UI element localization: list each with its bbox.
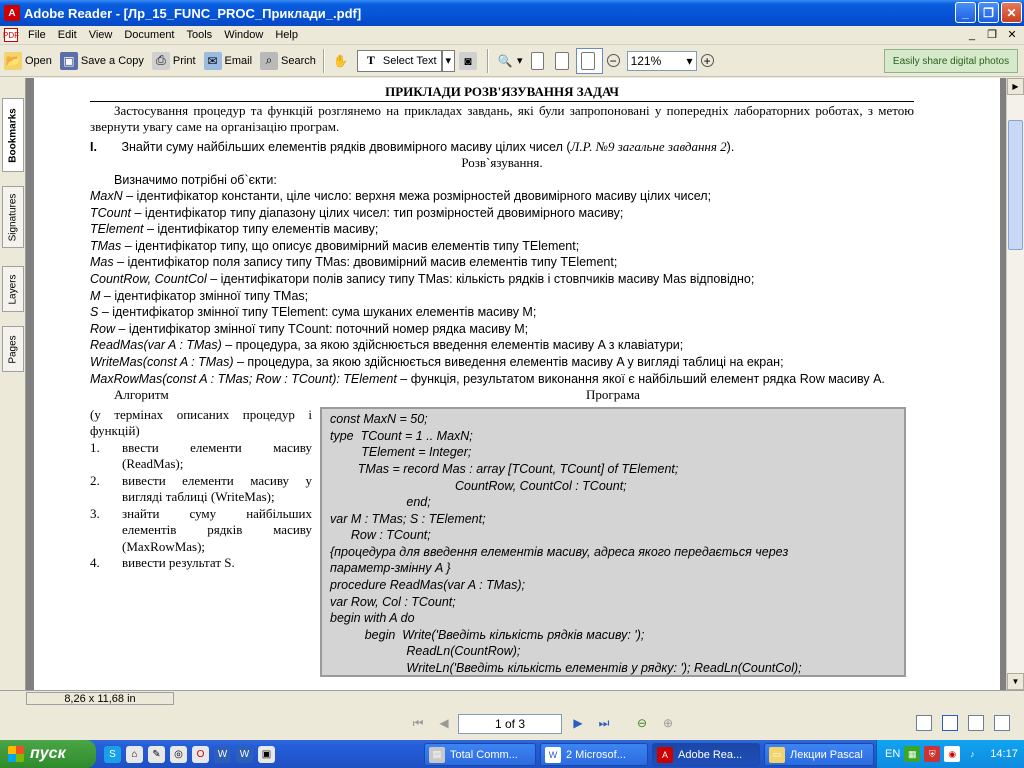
- program-code-box: [320, 407, 906, 677]
- zoom-value: 121%: [630, 53, 662, 68]
- skype-icon[interactable]: S: [104, 746, 121, 763]
- code-line: const MaxN = 50;: [330, 412, 428, 427]
- definition-item: [90, 304, 914, 321]
- search-button[interactable]: [256, 48, 320, 74]
- shield-icon[interactable]: ⛨: [924, 746, 940, 762]
- definition-term: MaxN: [90, 189, 123, 203]
- save-copy-button[interactable]: [56, 48, 148, 74]
- camera-icon: ◙: [459, 52, 477, 70]
- code-line: WriteLn('Введіть кількість елементів у рядку: '); ReadLn(CountCol);: [330, 661, 802, 676]
- definition-item: [90, 288, 914, 305]
- definition-item: [90, 271, 914, 288]
- select-dropdown[interactable]: ▾: [442, 50, 456, 72]
- save-copy-label: Save a Copy: [80, 54, 144, 67]
- definition-item: [90, 354, 914, 371]
- code-line: Row : TCount;: [330, 528, 431, 543]
- algo-step-number: 2.: [90, 472, 100, 488]
- title-bar: [0, 0, 1024, 26]
- code-line: ReadLn(CountRow);: [330, 644, 521, 659]
- definition-text: – ідентифікатор типу діапазону цілих чисел: тип розмірностей двовимірного масиву;: [131, 205, 624, 220]
- pdf-document-icon[interactable]: PDF: [4, 28, 18, 42]
- adobe-icon: A: [4, 5, 20, 21]
- fit-page-button[interactable]: [551, 48, 576, 74]
- quick-launch: [104, 746, 275, 763]
- word-icon: W: [545, 747, 561, 763]
- compass-icon[interactable]: ◎: [170, 746, 187, 763]
- definition-term: WriteMas(const A : TMas): [90, 354, 234, 369]
- menu-bar: [0, 26, 1024, 45]
- algo-step: [90, 555, 312, 572]
- taskbar: [0, 740, 1024, 768]
- definition-text: – ідентифікатор змінної типу TMas;: [100, 288, 309, 303]
- task-text: Знайти суму найбільших елементів рядків двовимірного масиву цілих чисел (: [121, 139, 571, 154]
- algo-step: [90, 440, 312, 473]
- definition-item: [90, 221, 914, 238]
- code-line: end;: [330, 495, 431, 510]
- definition-text: – процедура, за якою здійснюється введення елементів масиву A з клавіатури;: [221, 338, 684, 353]
- print-button[interactable]: [148, 48, 200, 74]
- pdf-page: [34, 78, 1000, 690]
- code-line: type TCount = 1 .. MaxN;: [330, 428, 473, 443]
- start-button[interactable]: [0, 740, 96, 768]
- adobe-icon: A: [657, 747, 673, 763]
- definition-term: Row: [90, 321, 116, 336]
- page-number-field[interactable]: 1 of 3: [458, 714, 562, 734]
- email-button[interactable]: [200, 48, 257, 74]
- algo-step-text: вивести результат S.: [122, 555, 235, 571]
- definition-term: MaxRowMas(const A : TMas; Row : TCount): TElement: [90, 371, 397, 386]
- definition-term: TMas: [90, 238, 122, 253]
- tab-pages-label: Pages: [7, 334, 19, 364]
- doc-restore-button[interactable]: ❐: [987, 29, 997, 41]
- task-line: [90, 139, 914, 156]
- window-title: Adobe Reader - [Лр_15_FUNC_PROC_Приклади_.pdf]: [24, 5, 362, 21]
- definition-text: – ідентифікатор типу, що описує двовимірний масив елементів типу TElement;: [121, 238, 580, 253]
- definition-term: M: [90, 288, 101, 303]
- email-icon: ✉: [204, 52, 222, 70]
- code-line: параметр-змінну A }: [330, 561, 451, 576]
- definition-text: – ідентифікатор поля запису типу TMas: двовимірний масив елементів типу TElement;: [113, 255, 618, 270]
- algo-title: Алгоритм: [114, 387, 169, 403]
- search-label: Search: [281, 54, 316, 67]
- scroll-up-arrow[interactable]: ▶: [1007, 78, 1024, 95]
- maximize-button[interactable]: ❐: [978, 2, 999, 23]
- objects-intro: Визначимо потрібні об`єкти:: [114, 172, 277, 187]
- hand-icon: ✋: [333, 53, 349, 68]
- task-microsoft-word[interactable]: [540, 743, 648, 766]
- definition-item: [90, 337, 914, 354]
- definition-item: [90, 188, 914, 205]
- algo-step: [90, 473, 312, 506]
- definition-item: [90, 238, 914, 255]
- plus-circle-icon: +: [701, 54, 714, 67]
- definition-item: [90, 205, 914, 222]
- menu-edit[interactable]: Edit: [57, 29, 77, 41]
- hand-tool-button[interactable]: [328, 48, 357, 74]
- save-icon: ▣: [60, 52, 78, 70]
- definition-item: [90, 371, 914, 388]
- code-line: procedure ReadMas(var A : TMas);: [330, 578, 525, 593]
- code-line: TMas = record Mas : array [TCount, TCount] of TElement;: [330, 461, 679, 476]
- definition-item: [90, 254, 914, 271]
- task-total-commander[interactable]: [424, 743, 536, 766]
- task-lectures-pascal[interactable]: [764, 743, 874, 766]
- share-photos-banner[interactable]: Easily share digital photos: [884, 49, 1018, 73]
- scroll-down-arrow[interactable]: ▼: [1007, 673, 1024, 690]
- algo-step-number: 3.: [90, 505, 100, 521]
- windows-logo-icon: [8, 746, 24, 762]
- intro-paragraph: Застосування процедур та функцій розглянемо на прикладах завдань, які були запропоновані у попередніх лабораторних роботах, з метою звернути увагу саме на організацію програм.: [90, 102, 914, 134]
- explorer-icon[interactable]: ⌂: [126, 746, 143, 763]
- select-text-button[interactable]: [357, 50, 442, 72]
- facing-view-button[interactable]: [968, 715, 984, 731]
- code-line: {процедура для введення елементів масиву, адреса якого передається через: [330, 544, 789, 559]
- task-label: Total Comm...: [450, 748, 518, 761]
- menu-help[interactable]: Help: [275, 29, 298, 41]
- task-reference: Л.Р. №9 загальне завдання 2: [570, 138, 727, 154]
- continuous-facing-view-button[interactable]: [994, 715, 1010, 731]
- code-line: var M : TMas; S : TElement;: [330, 511, 486, 526]
- algo-step: [90, 506, 312, 556]
- print-label: Print: [172, 54, 196, 67]
- code-line: var Row, Col : TCount;: [330, 594, 456, 609]
- algorithm-program-section: [90, 387, 914, 676]
- tab-layers-label: Layers: [7, 273, 19, 305]
- doc-minimize-button[interactable]: _: [968, 28, 976, 41]
- solution-label: Розв`язування.: [461, 155, 543, 170]
- volume-icon[interactable]: ♪: [970, 749, 975, 759]
- scroll-thumb[interactable]: [1008, 120, 1023, 250]
- task-adobe-reader[interactable]: [652, 743, 760, 766]
- algo-intro: (у термінах описаних процедур і функцій): [90, 406, 312, 439]
- definition-term: Mas: [90, 255, 114, 270]
- definition-text: – ідентифікатор константи, ціле число: верхня межа розмірностей двовимірного масиву цілих чисел;: [122, 189, 712, 203]
- fit-page-icon: [555, 52, 569, 70]
- code-line: CountRow, CountCol : TCount;: [330, 478, 627, 493]
- close-button[interactable]: ✕: [1001, 2, 1022, 23]
- definition-term: ReadMas(var A : TMas): [90, 338, 222, 353]
- zoom-select[interactable]: [627, 51, 697, 71]
- single-page-view-button[interactable]: [916, 715, 932, 731]
- task-label: Adobe Rea...: [678, 748, 743, 761]
- printer-icon: ⎙: [152, 52, 170, 70]
- clock: 14:17: [990, 748, 1018, 760]
- magnifier-icon: 🔍: [497, 53, 513, 68]
- algorithm-column: [90, 387, 312, 572]
- next-page-button[interactable]: ▶: [573, 716, 583, 730]
- status-bar: [0, 690, 1024, 706]
- zoom-tool-button[interactable]: 🔍 ▾: [497, 53, 523, 68]
- network-icon[interactable]: ▦: [904, 746, 920, 762]
- menu-window[interactable]: Window: [224, 29, 264, 41]
- task-end: ).: [726, 139, 735, 154]
- definition-text: – процедура, за якою здійснюється виведення елементів масиву A у вигляді таблиці на екран;: [233, 354, 784, 369]
- first-page-button[interactable]: ⏮: [412, 715, 424, 730]
- word-icon[interactable]: W: [214, 746, 231, 763]
- page-size-display: 8,26 x 11,68 in: [26, 692, 174, 705]
- binoculars-icon: ⌕: [260, 52, 278, 70]
- vertical-scrollbar[interactable]: [1006, 78, 1024, 690]
- zoom-in-button[interactable]: [697, 48, 721, 74]
- total-commander-icon: ▤: [429, 747, 445, 763]
- definition-text: – ідентифікатор змінної типу TCount: поточний номер рядка масиву M;: [115, 321, 529, 336]
- folder-icon: ▭: [769, 747, 785, 763]
- definition-term: S: [90, 305, 99, 320]
- definition-term: CountRow, CountCol: [90, 271, 207, 286]
- definitions-list: [90, 188, 914, 387]
- doc-close-button[interactable]: ✕: [1007, 29, 1017, 41]
- definition-term: TCount: [90, 205, 131, 220]
- toolbar-separator: [487, 49, 489, 73]
- definition-item: [90, 321, 914, 338]
- continuous-view-button[interactable]: [942, 715, 958, 731]
- actual-size-button[interactable]: [527, 48, 551, 74]
- save-icon[interactable]: ▣: [258, 746, 275, 763]
- menu-tools[interactable]: Tools: [186, 29, 213, 41]
- start-label: пуск: [30, 745, 66, 762]
- select-text-label: Select Text: [382, 54, 437, 67]
- email-label: Email: [224, 54, 253, 67]
- definition-text: – функція, результатом виконання якої є найбільший елемент рядка Row масиву A.: [396, 371, 885, 386]
- tab-bookmarks[interactable]: [2, 98, 24, 172]
- algo-step-number: 1.: [90, 439, 100, 455]
- document-viewport[interactable]: [26, 78, 1006, 690]
- tab-bookmarks-label: Bookmarks: [7, 107, 19, 163]
- algo-step-text: знайти суму найбільших елементів рядків масиву (MaxRowMas);: [122, 505, 312, 554]
- previous-view-button[interactable]: ⊖: [636, 716, 648, 730]
- page-heading: ПРИКЛАДИ РОЗВ'ЯЗУВАННЯ ЗАДАЧ: [90, 84, 914, 102]
- media-icon[interactable]: ✎: [148, 746, 165, 763]
- opera-icon[interactable]: O: [192, 746, 209, 763]
- antivirus-icon[interactable]: ◉: [944, 746, 960, 762]
- tab-signatures-label: Signatures: [7, 193, 19, 241]
- task-number: I.: [90, 139, 97, 154]
- system-tray: [876, 740, 1024, 768]
- fit-width-icon: [581, 52, 595, 70]
- algo-step-text: ввести елементи масиву (ReadMas);: [122, 439, 312, 472]
- algo-steps: [90, 440, 312, 572]
- page-navigation-bar: [0, 706, 1024, 740]
- open-button[interactable]: [0, 48, 56, 74]
- snapshot-button[interactable]: [455, 48, 484, 74]
- algo-step-text: вивести елементи масиву у вигляді таблиці (WriteMas);: [122, 472, 312, 505]
- word-doc-icon[interactable]: W: [236, 746, 253, 763]
- zoom-out-button[interactable]: [603, 48, 627, 74]
- next-view-button[interactable]: ⊕: [662, 716, 674, 730]
- minimize-button[interactable]: _: [955, 2, 976, 23]
- algo-step-number: 4.: [90, 555, 100, 571]
- menu-view[interactable]: View: [88, 29, 113, 41]
- definition-text: – ідентифікатор змінної типу TElement: сума шуканих елементів масиву M;: [98, 305, 537, 320]
- code-line: TElement = Integer;: [330, 445, 472, 460]
- definition-text: – ідентифікатор типу елементів масиву;: [143, 222, 379, 237]
- page-icon: [531, 52, 544, 70]
- minus-circle-icon: −: [607, 54, 620, 67]
- toolbar: [0, 45, 1024, 77]
- code-line: begin with A do: [330, 611, 415, 626]
- menu-document[interactable]: Document: [124, 29, 175, 41]
- task-label: 2 Microsof...: [566, 748, 626, 761]
- menu-file[interactable]: File: [28, 29, 46, 41]
- language-indicator[interactable]: EN: [885, 748, 901, 760]
- chevron-down-icon: ▾: [686, 53, 693, 68]
- code-line: begin Write('Введіть кількість рядків масиву: ');: [330, 627, 645, 642]
- toolbar-separator: [323, 49, 325, 73]
- folder-open-icon: 📂: [5, 53, 21, 68]
- previous-page-button[interactable]: ◀: [439, 716, 449, 730]
- open-label: Open: [25, 54, 52, 67]
- program-title: Програма: [586, 387, 640, 403]
- task-label: Лекции Pascal: [790, 748, 863, 761]
- last-page-button[interactable]: ⏭: [598, 715, 610, 730]
- tab-pages[interactable]: [2, 326, 24, 372]
- definition-text: – ідентифікатори полів запису типу TMas: кількість рядків і стовпчиків масиву Mas відповідно;: [206, 271, 755, 286]
- tab-layers[interactable]: [2, 266, 24, 312]
- navigation-panel: [0, 78, 26, 690]
- tab-signatures[interactable]: [2, 186, 24, 248]
- definition-term: TElement: [90, 222, 144, 237]
- text-cursor-icon: T: [366, 53, 375, 67]
- fit-width-button[interactable]: [576, 48, 603, 74]
